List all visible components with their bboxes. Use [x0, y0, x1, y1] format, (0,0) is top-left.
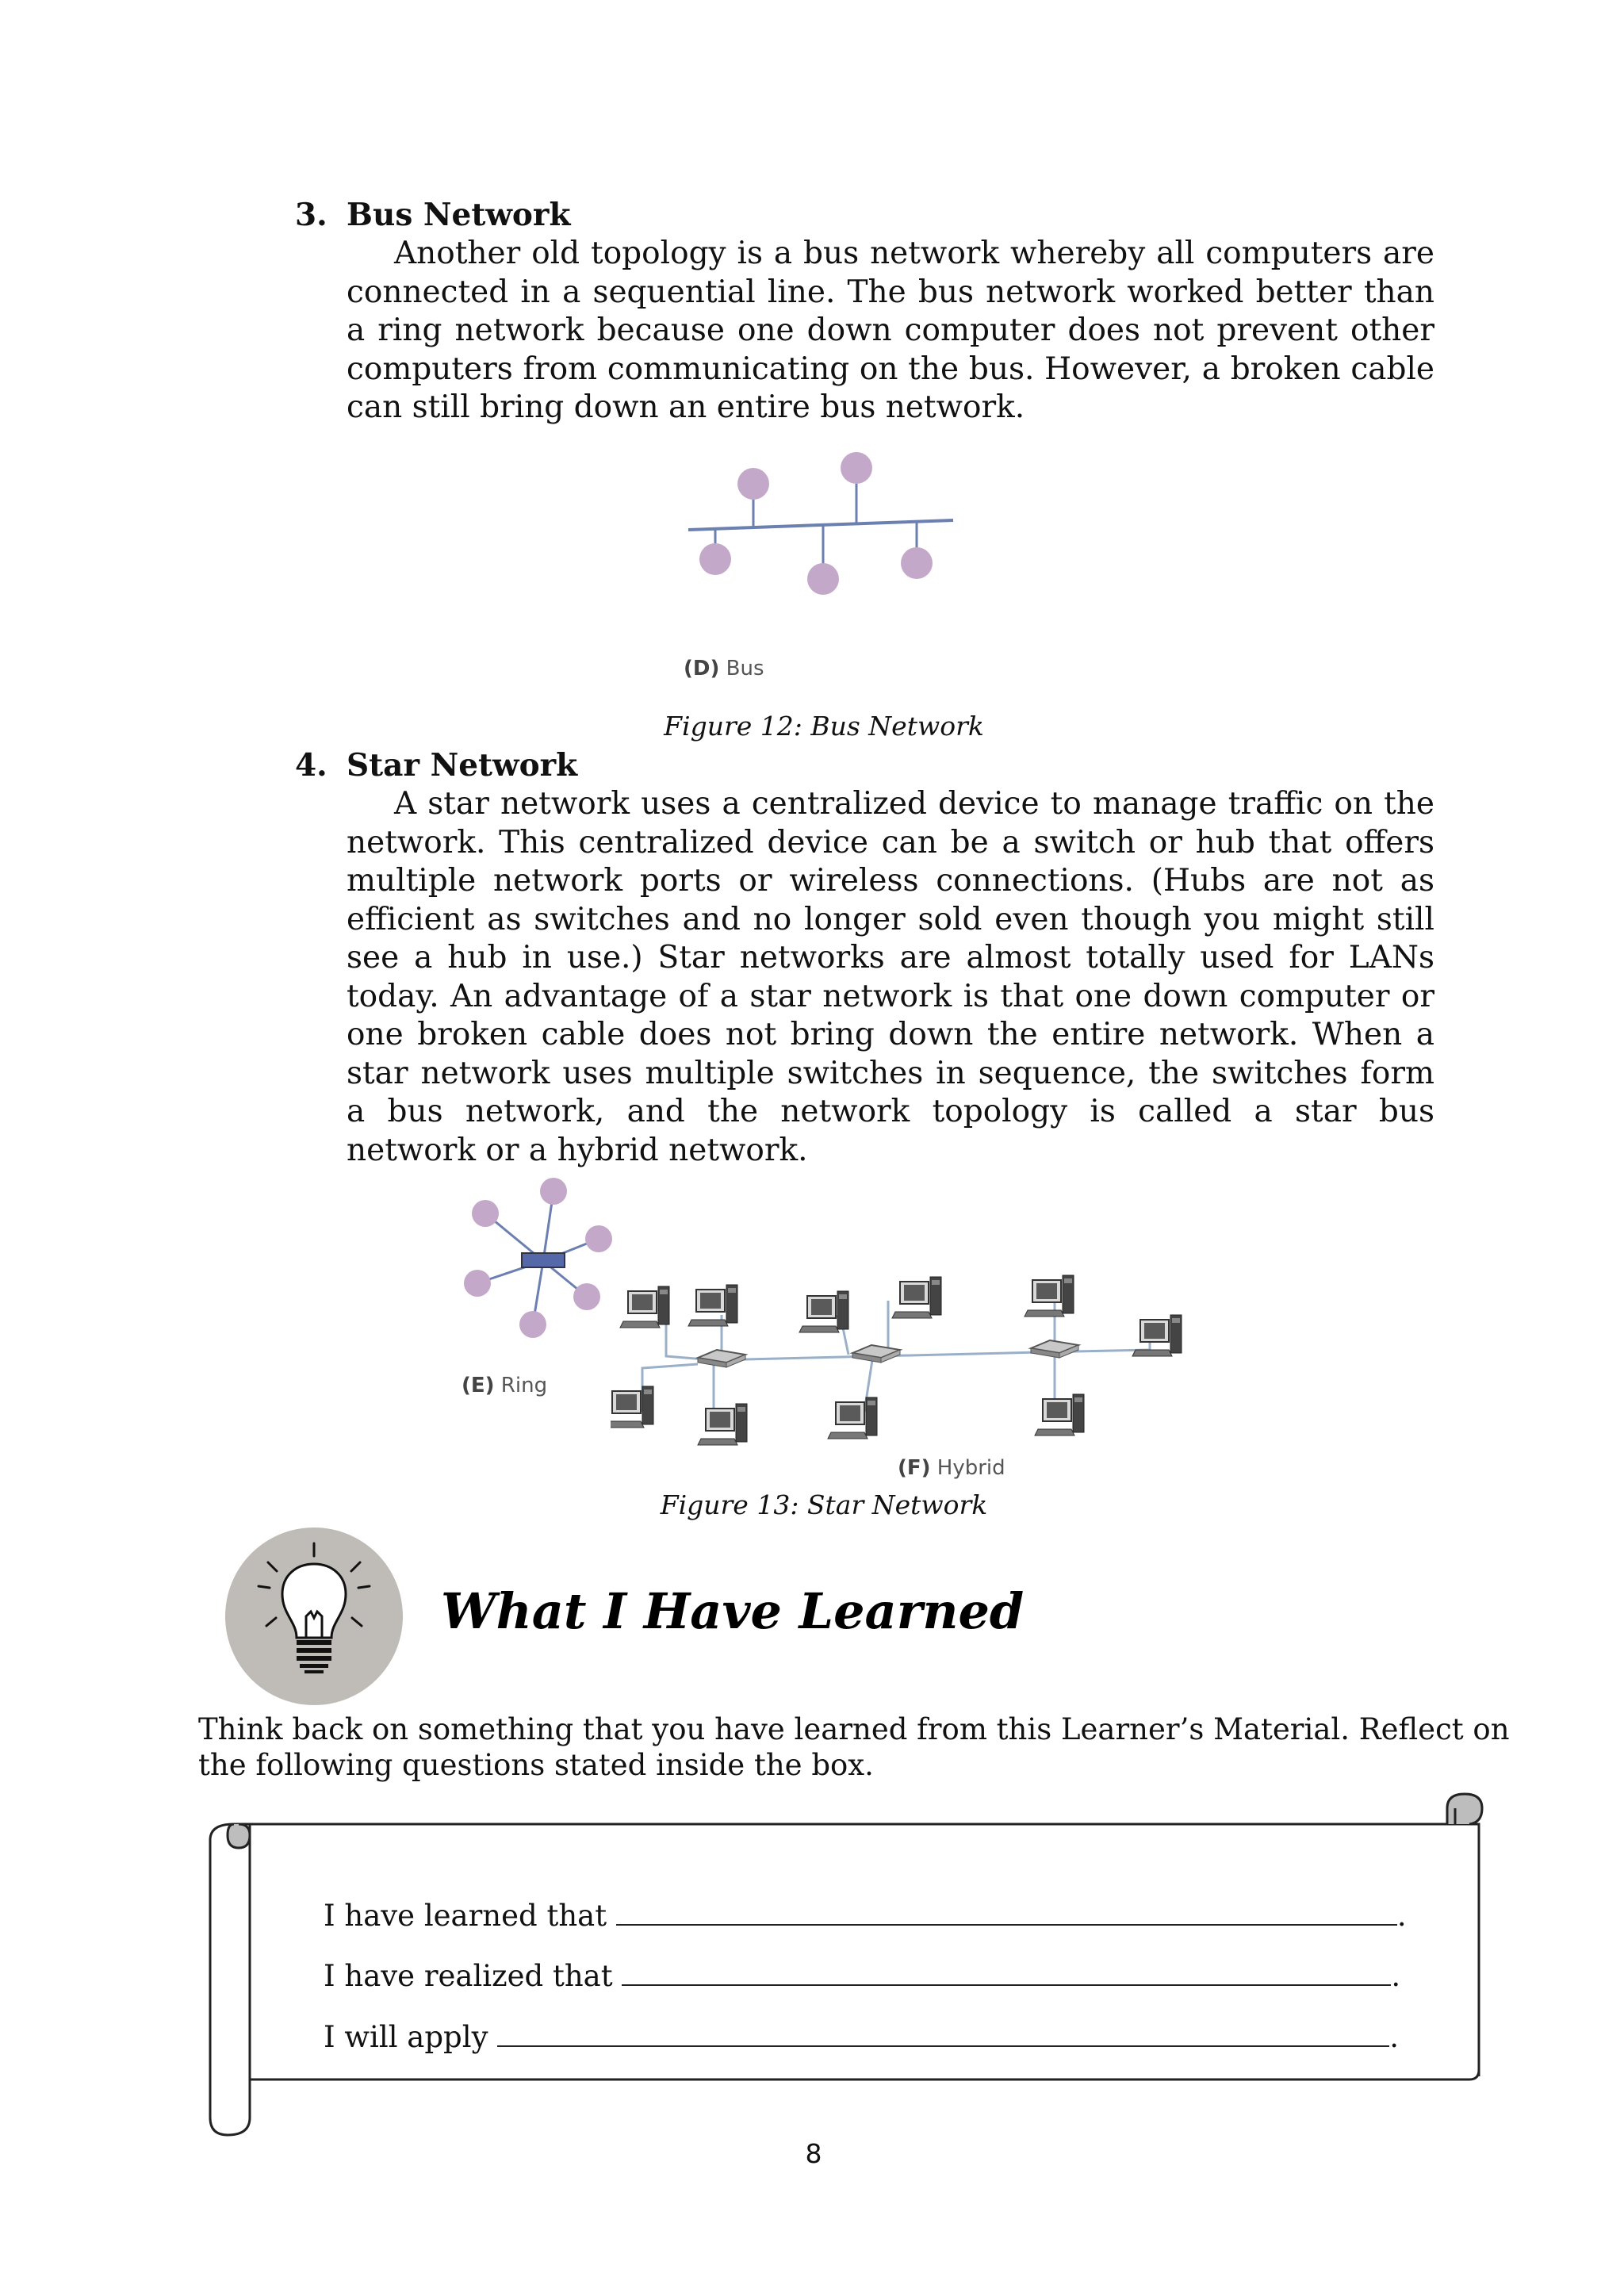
bus-figure-label	[684, 657, 764, 680]
computer	[620, 1286, 669, 1328]
reflection-line	[324, 1957, 1434, 1993]
hub-device	[522, 1253, 565, 1267]
prompt-learned: I have learned that	[324, 1899, 607, 1933]
computer	[611, 1386, 653, 1428]
ring-diagram	[452, 1174, 619, 1356]
bus-backbone	[688, 520, 953, 530]
prompt-ending: .	[1389, 2020, 1400, 2054]
switch	[698, 1350, 745, 1367]
computer	[1035, 1394, 1084, 1435]
bus-caption: Figure 12: Bus Network	[664, 711, 984, 742]
ring-node	[540, 1178, 567, 1205]
bus-diagram	[674, 444, 975, 603]
bus-paragraph	[347, 235, 1434, 427]
computer	[799, 1291, 848, 1332]
learned-intro: Think back on something that you have learned from this Learner’s Material. Reflect on the following questions stated inside the box.	[198, 1712, 1510, 1782]
hybrid-diagram	[611, 1261, 1197, 1483]
hybrid-figure-label	[898, 1456, 1005, 1480]
section-number: 4.	[295, 747, 327, 784]
ring-node	[519, 1311, 546, 1338]
switch	[1031, 1340, 1078, 1358]
bus-paragraph-text: Another old topology is a bus network whereby all computers are connected in a sequential line. The bus network worked better than a ring network because one down computer does not prevent other computers from communicating on the bus. However, a broken cable can still bring down an entire bus network.	[347, 236, 1434, 425]
prompt-ending: .	[1391, 1959, 1401, 1993]
prompt-ending: .	[1396, 1899, 1407, 1933]
hybrid-figure-name: Hybrid	[936, 1456, 1005, 1480]
reflection-line	[324, 2018, 1434, 2054]
star-paragraph-text: A star network uses a centralized device to manage traffic on the network. This centralized device can be a switch or hub that offers multiple network ports or wireless connections. (Hubs are not as efficient as switches and no longer sold even though you might still see a hub in use.) Star networks are almost totally used for LANs today. An advantage of a star network is that one down computer or one broken cable does not bring down the entire network. When a star network uses multiple switches in sequence, the switches form a bus network, and the network topology is called a star bus network or a hybrid network.	[347, 786, 1434, 1168]
computer	[892, 1277, 941, 1318]
bus-figure-name: Bus	[726, 657, 764, 680]
prompt-realized: I have realized that	[324, 1959, 613, 1993]
bus-node	[807, 563, 839, 595]
computer	[1025, 1275, 1074, 1317]
lightbulb-icon	[220, 1523, 411, 1713]
computer	[1132, 1315, 1182, 1356]
switch	[852, 1345, 900, 1363]
ring-figure-name: Ring	[500, 1374, 548, 1397]
computer	[698, 1404, 747, 1445]
answer-field-apply[interactable]	[497, 2018, 1389, 2047]
ring-node	[585, 1225, 612, 1252]
prompt-apply: I will apply	[324, 2020, 488, 2054]
answer-field-learned[interactable]	[616, 1897, 1397, 1926]
section-title-star: Star Network	[347, 747, 578, 784]
section-title-bus: Bus Network	[347, 197, 571, 233]
bus-node	[699, 543, 731, 575]
bus-node	[737, 468, 769, 500]
hybrid-figure-tag: (F)	[898, 1456, 931, 1480]
ring-node	[573, 1283, 600, 1310]
ring-node	[464, 1270, 491, 1297]
bus-node	[841, 452, 872, 484]
section-number: 3.	[295, 197, 327, 233]
bus-figure-tag: (D)	[684, 657, 720, 680]
star-caption: Figure 13: Star Network	[660, 1489, 988, 1520]
ring-node	[472, 1200, 499, 1227]
computer	[828, 1397, 877, 1439]
computer	[688, 1285, 737, 1326]
ring-figure-label	[462, 1374, 547, 1397]
section-title-learned: What I Have Learned	[441, 1582, 1025, 1640]
page-number: 8	[805, 2138, 822, 2169]
ring-figure-tag: (E)	[462, 1374, 495, 1397]
star-paragraph	[347, 785, 1434, 1170]
answer-field-realized[interactable]	[622, 1957, 1391, 1986]
reflection-line	[324, 1897, 1434, 1933]
bus-node	[901, 547, 933, 579]
